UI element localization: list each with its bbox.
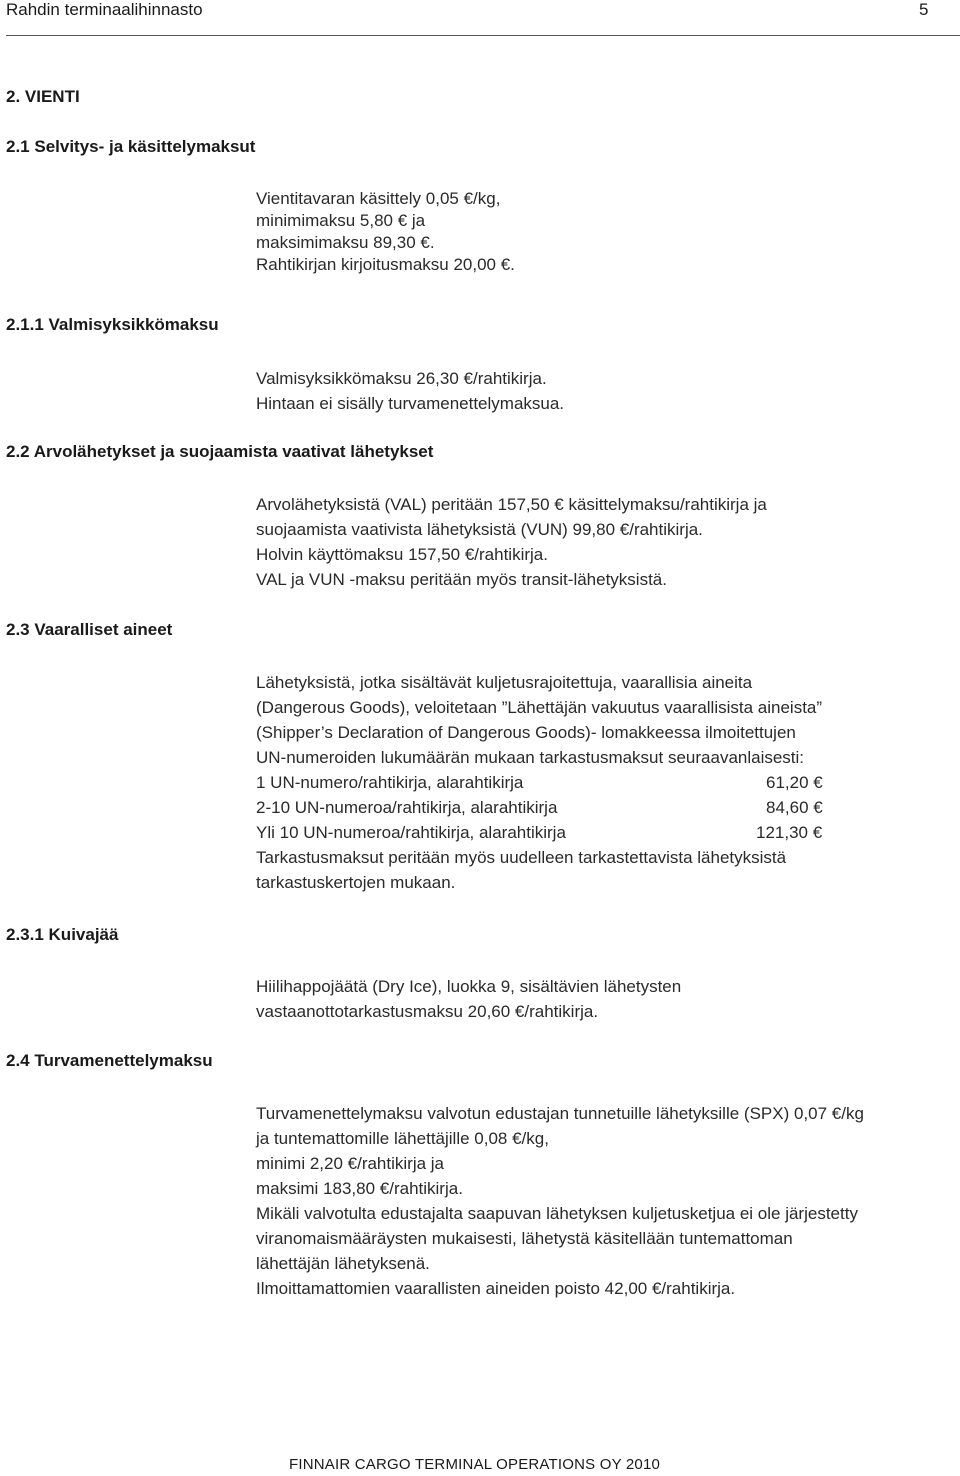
text-line: Vientitavaran käsittely 0,05 €/kg, [256,189,501,208]
text-line: Holvin käyttömaksu 157,50 €/rahtikirja. [256,545,548,564]
section-heading-2-4: 2.4 Turvamenettelymaksu [6,1051,213,1070]
text-line: vastaanottotarkastusmaksu 20,60 €/rahtikirja. [256,1002,599,1021]
text-line: Valmisyksikkömaksu 26,30 €/rahtikirja. [256,369,547,388]
text-line: Ilmoittamattomien vaarallisten aineiden poisto 42,00 €/rahtikirja. [256,1279,736,1298]
price-label: Yli 10 UN-numeroa/rahtikirja, alarahtikirja [256,823,566,842]
section-body-2-3 [256,670,822,895]
text-line: lähettäjän lähetyksenä. [256,1254,430,1273]
section-heading-2-2: 2.2 Arvolähetykset ja suojaamista vaativat lähetykset [6,442,434,461]
section-heading-2-1-1: 2.1.1 Valmisyksikkömaksu [6,315,219,334]
price-amount: 121,30 € [756,823,823,842]
text-line: ja tuntemattomille lähettäjille 0,08 €/kg, [256,1129,549,1148]
text-line: UN-numeroiden lukumäärän mukaan tarkastusmaksut seuraavanlaisesti: [256,748,805,767]
section-body-2-1-1 [256,366,564,416]
section-heading-2-3: 2.3 Vaaralliset aineet [6,620,173,639]
section-heading-2: 2. VIENTI [6,87,80,106]
price-amount: 84,60 € [766,798,823,817]
text-line: (Dangerous Goods), veloitetaan ”Lähettäjän vakuutus vaarallisista aineista” [256,698,823,717]
section-body-2-2 [256,492,767,592]
price-row [256,820,822,845]
text-line: Lähetyksistä, jotka sisältävät kuljetusrajoitettuja, vaarallisia aineita [256,673,753,692]
document-title: Rahdin terminaalihinnasto [6,0,203,19]
text-line: maksimimaksu 89,30 €. [256,233,435,252]
text-line: minimi 2,20 €/rahtikirja ja [256,1154,445,1173]
price-label: 2-10 UN-numeroa/rahtikirja, alarahtikirja [256,798,558,817]
section-heading-2-3-1: 2.3.1 Kuivajää [6,925,119,944]
text-line: Turvamenettelymaksu valvotun edustajan tunnetuille lähetyksille (SPX) 0,07 €/kg [256,1104,864,1123]
price-row [256,770,822,795]
text-line: minimimaksu 5,80 € ja [256,211,426,230]
text-line: Mikäli valvotulta edustajalta saapuvan lähetyksen kuljetusketjua ei ole järjestetty [256,1204,858,1223]
section-body-2-1 [256,188,515,276]
text-line: Rahtikirjan kirjoitusmaksu 20,00 €. [256,255,515,274]
text-line: VAL ja VUN -maksu peritään myös transit-lähetyksistä. [256,570,667,589]
section-body-2-4 [256,1101,864,1301]
text-line: suojaamista vaativista lähetyksistä (VUN) 99,80 €/rahtikirja. [256,520,703,539]
price-row [256,795,822,820]
text-line: Hintaan ei sisälly turvamenettelymaksua. [256,394,565,413]
header-divider [6,35,960,36]
section-heading-2-1: 2.1 Selvitys- ja käsittelymaksut [6,137,256,156]
text-line: tarkastuskertojen mukaan. [256,873,456,892]
text-line: Arvolähetyksistä (VAL) peritään 157,50 € käsittelymaksu/rahtikirja ja [256,495,767,514]
text-line: viranomaismääräysten mukaisesti, lähetystä käsitellään tuntemattoman [256,1229,793,1248]
price-label: 1 UN-numero/rahtikirja, alarahtikirja [256,773,524,792]
page-footer: FINNAIR CARGO TERMINAL OPERATIONS OY 2010 [289,1456,661,1473]
text-line: Tarkastusmaksut peritään myös uudelleen tarkastettavista lähetyksistä [256,848,787,867]
text-line: maksimi 183,80 €/rahtikirja. [256,1179,463,1198]
text-line: (Shipper’s Declaration of Dangerous Goods)- lomakkeessa ilmoitettujen [256,723,796,742]
price-amount: 61,20 € [766,773,823,792]
page-number: 5 [919,0,929,19]
section-body-2-3-1 [256,974,681,1024]
text-line: Hiilihappojäätä (Dry Ice), luokka 9, sisältävien lähetysten [256,977,682,996]
